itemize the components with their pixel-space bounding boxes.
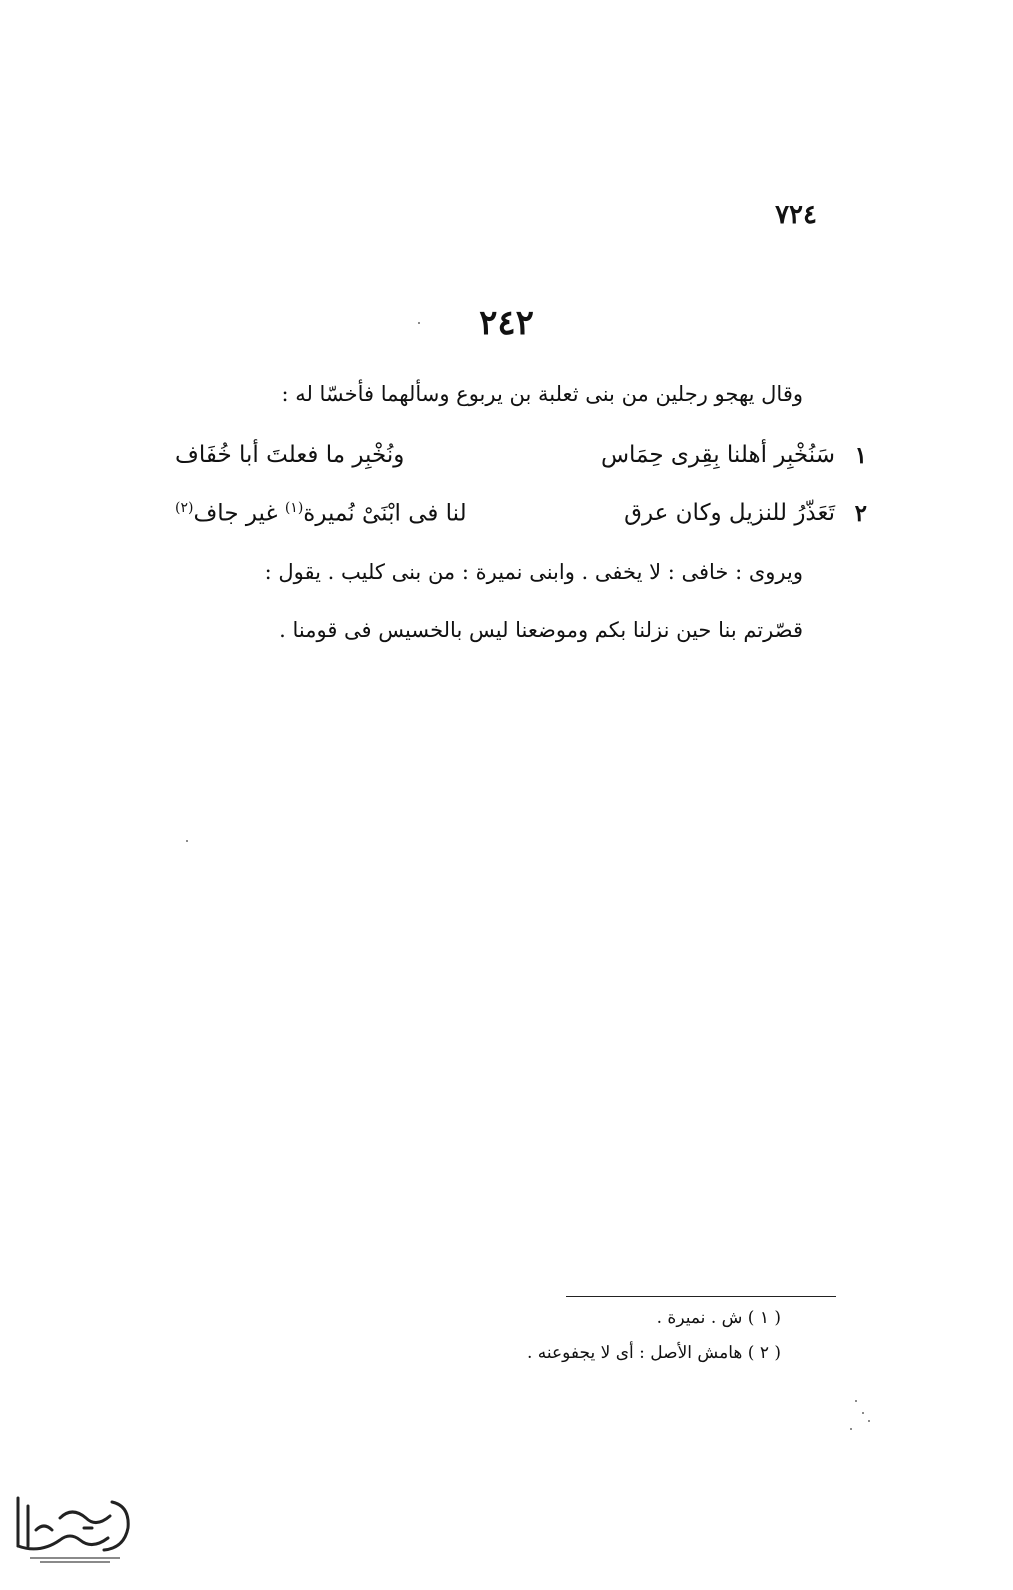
first-hemistich: تَعَذّرُ للنزيل وكان عرق [624,500,835,526]
hemistich-part: لنا فى ابْنَىْ نُميرة [303,500,467,527]
commentary-line: قصّرتم بنا حين نزلنا بكم وموضعنا ليس بالخسيس فى قومنا . [279,618,803,642]
footnote: ( ١ ) ش . نميرة . [656,1308,781,1328]
footnote-marker[interactable]: (١) [284,500,304,516]
poem-introduction: وقال يهجو رجلين من بنى ثعلبة بن يربوع وسألهما فأخسّا له : [281,382,803,406]
footnote: ( ٢ ) هامش الأصل : أى لا يجفوعنه . [526,1343,781,1363]
footnote-marker[interactable]: (٢) [175,500,194,516]
page-number: ٧٢٤ [775,200,817,230]
hemistich-part: غير جاف [193,500,278,527]
second-hemistich: ونُخْبِر ما فعلتَ أبا خُفَاف [175,442,405,468]
verse-line [175,500,867,540]
commentary-line: ويروى : خافى : لا يخفى . وابنى نميرة : من بنى كليب . يقول : [264,560,803,584]
first-hemistich: سَنُخْبِر أهلنا بِقِرى حِمَاس [600,442,835,468]
poem-number: ٢٤٢ [479,303,534,343]
footnote-divider [566,1296,836,1297]
verse-number: ١ [854,442,867,469]
library-logo [0,1488,150,1568]
verse-line [175,442,867,482]
verse-number: ٢ [854,500,867,527]
second-hemistich [175,500,467,527]
